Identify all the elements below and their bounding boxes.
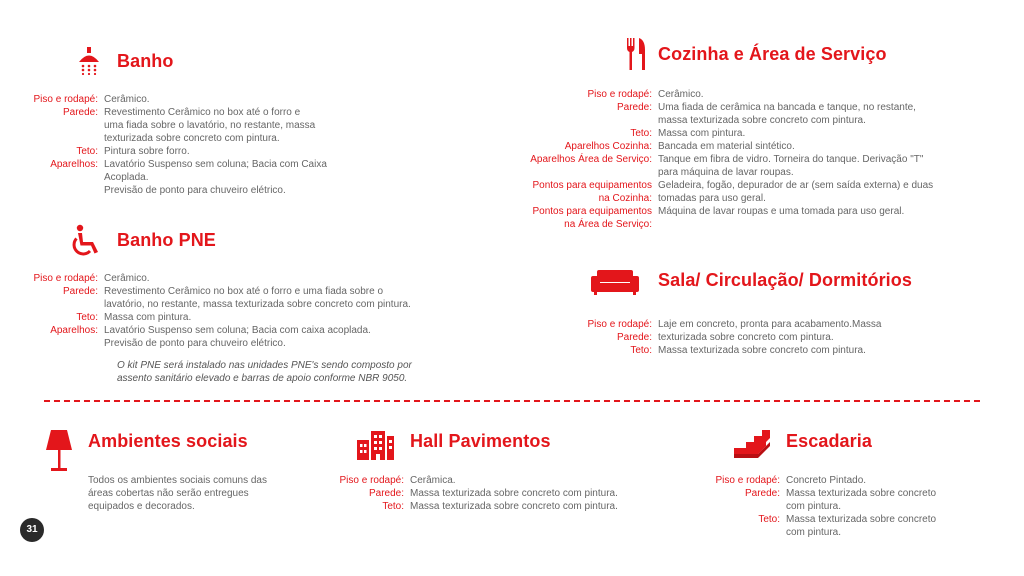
- spec-row: [490, 127, 933, 140]
- spec-value: Cerâmico.: [658, 89, 704, 100]
- cozinha-spec-list: [490, 88, 933, 231]
- spec-label: Piso e rodapé:: [33, 94, 98, 105]
- spec-value: texturizada sobre concreto com pintura.: [658, 332, 834, 343]
- ambientes-text: Todos os ambientes sociais comuns das áreas cobertas não serão entregues equipados e decorados.: [88, 475, 267, 512]
- spec-row: [490, 140, 933, 153]
- spec-value: Massa texturizada sobre concreto com pintura.: [786, 514, 937, 538]
- escadaria-spec-list: [686, 474, 936, 539]
- spec-value: Máquina de lavar roupas e uma tomada para uso geral.: [658, 206, 905, 217]
- spec-label: Pontos para equipamentos na Cozinha:: [532, 180, 652, 204]
- spec-row: [310, 487, 618, 500]
- spec-row: [686, 487, 936, 513]
- spec-row: [20, 93, 327, 106]
- spec-label: Parede:: [616, 332, 652, 343]
- spec-row: [490, 179, 933, 205]
- spec-value: Massa texturizada sobre concreto com pintura.: [658, 345, 866, 356]
- spec-label: Aparelhos Área de Serviço:: [530, 154, 652, 165]
- banho-spec-list: [20, 93, 327, 197]
- spec-row: [20, 106, 327, 145]
- spec-row: [490, 205, 933, 231]
- stairs-icon: [732, 426, 772, 465]
- banho-pne-note: O kit PNE será instalado nas unidades PNE's sendo composto por assento sanitário elevado e barras de apoio conforme NBR 9050.: [117, 360, 412, 384]
- spec-row: [310, 500, 618, 513]
- spec-value: Lavatório Suspenso sem coluna; Bacia com Caixa Acoplada. Previsão de ponto para chuveiro elétrico.: [104, 159, 327, 196]
- shower-icon: [76, 45, 102, 80]
- fork-knife-icon: [625, 36, 647, 77]
- spec-value: Cerâmico.: [104, 273, 150, 284]
- escadaria-title: Escadaria: [786, 431, 872, 451]
- spec-row: [20, 285, 411, 311]
- spec-label: Teto:: [382, 501, 404, 512]
- spec-row: [310, 474, 618, 487]
- hall-title: Hall Pavimentos: [410, 431, 551, 451]
- spec-label: Teto:: [758, 514, 780, 525]
- banho-title: Banho: [117, 51, 174, 71]
- spec-row: [490, 153, 933, 179]
- spec-value: Massa texturizada sobre concreto com pintura.: [410, 501, 618, 512]
- hall-spec-list: [310, 474, 618, 513]
- spec-value: Massa texturizada sobre concreto com pintura.: [410, 488, 618, 499]
- spec-row: [490, 101, 933, 127]
- spec-row: [20, 311, 411, 324]
- spec-value: Revestimento Cerâmico no box até o forro e uma fiada sobre o lavatório, no restante, massa texturizada sobre concreto com pintura.: [104, 286, 411, 310]
- sofa-icon: [590, 268, 640, 301]
- spec-value: Cerâmico.: [104, 94, 150, 105]
- spec-value: Uma fiada de cerâmica na bancada e tanque, no restante, massa texturizada sobre concreto com pintura.: [658, 102, 916, 126]
- spec-label: Parede:: [744, 488, 780, 499]
- spec-value: Geladeira, fogão, depurador de ar (sem saída externa) e duas tomadas para uso geral.: [658, 180, 934, 204]
- spec-value: Laje em concreto, pronta para acabamento.Massa: [658, 319, 882, 330]
- cozinha-title: Cozinha e Área de Serviço: [658, 44, 887, 64]
- section-divider: [44, 400, 980, 402]
- spec-row: [20, 158, 327, 197]
- page-number: 31: [20, 518, 44, 542]
- spec-label: Aparelhos:: [50, 325, 98, 336]
- spec-value: Massa com pintura.: [104, 312, 192, 323]
- spec-label: Piso e rodapé:: [339, 475, 404, 486]
- spec-value: Pintura sobre forro.: [104, 146, 190, 157]
- spec-label: Piso e rodapé:: [587, 319, 652, 330]
- spec-label: Piso e rodapé:: [33, 273, 98, 284]
- lamp-icon: [45, 428, 73, 477]
- spec-value: Lavatório Suspenso sem coluna; Bacia com caixa acoplada. Previsão de ponto para chuveiro elétrico.: [104, 325, 371, 349]
- spec-label: Parede:: [368, 488, 404, 499]
- spec-row: [20, 272, 411, 285]
- spec-row: [20, 324, 411, 350]
- spec-label: Teto:: [76, 312, 98, 323]
- spec-row: [686, 513, 936, 539]
- banho-pne-spec-list: [20, 272, 411, 350]
- ambientes-title: Ambientes sociais: [88, 431, 248, 451]
- wheelchair-icon: [68, 224, 102, 263]
- spec-row: [20, 145, 327, 158]
- spec-label: Aparelhos:: [50, 159, 98, 170]
- spec-label: Teto:: [76, 146, 98, 157]
- sala-title: Sala/ Circulação/ Dormitórios: [658, 270, 912, 290]
- spec-label: Parede:: [616, 102, 652, 113]
- spec-value: Massa com pintura.: [658, 128, 746, 139]
- spec-label: Parede:: [62, 286, 98, 297]
- building-icon: [355, 428, 395, 465]
- banho-pne-title: Banho PNE: [117, 230, 216, 250]
- spec-row: [490, 331, 881, 344]
- spec-value: Tanque em fibra de vidro. Torneira do tanque. Derivação "T" para máquina de lavar roupas.: [658, 154, 924, 178]
- spec-row: [686, 474, 936, 487]
- spec-value: Concreto Pintado.: [786, 475, 867, 486]
- spec-row: [490, 344, 881, 357]
- spec-value: Cerâmica.: [410, 475, 456, 486]
- spec-label: Teto:: [630, 345, 652, 356]
- spec-value: Revestimento Cerâmico no box até o forro e uma fiada sobre o lavatório, no restante, massa texturizada sobre concreto com pintura.: [104, 107, 316, 144]
- spec-row: [490, 318, 881, 331]
- sala-spec-list: [490, 318, 881, 357]
- spec-label: Parede:: [62, 107, 98, 118]
- spec-value: Massa texturizada sobre concreto com pintura.: [786, 488, 937, 512]
- spec-row: [490, 88, 933, 101]
- spec-label: Teto:: [630, 128, 652, 139]
- spec-label: Piso e rodapé:: [587, 89, 652, 100]
- spec-value: Bancada em material sintético.: [658, 141, 795, 152]
- spec-label: Piso e rodapé:: [715, 475, 780, 486]
- spec-label: Aparelhos Cozinha:: [564, 141, 652, 152]
- spec-label: Pontos para equipamentos na Área de Serviço:: [532, 206, 652, 230]
